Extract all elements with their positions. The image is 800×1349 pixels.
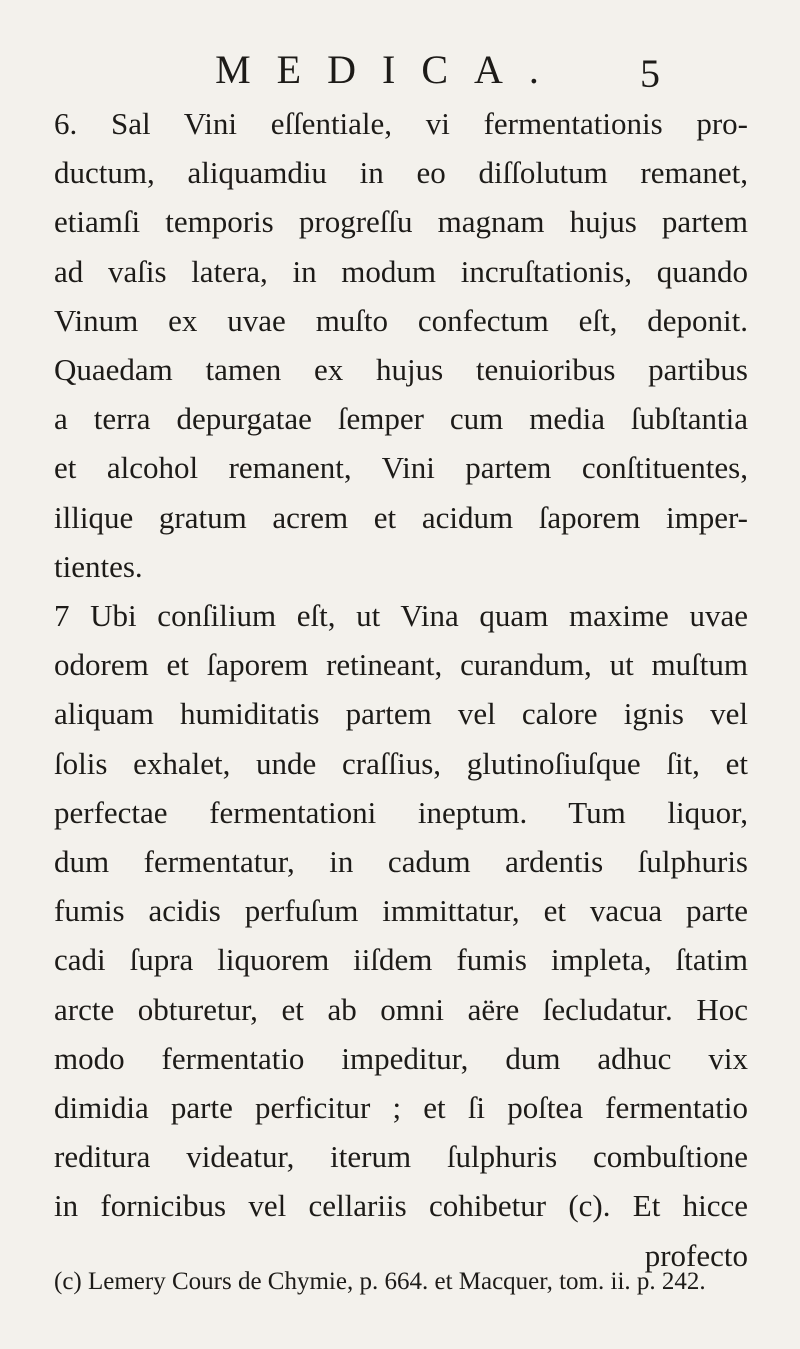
text-line: fumis acidis perfuſum immittatur, et vacua parte xyxy=(54,893,748,929)
footnote: (c) Lemery Cours de Chymie, p. 664. et Macquer, tom. ii. p. 242. xyxy=(54,1268,706,1295)
text-line: modo fermentatio impeditur, dum adhuc vix xyxy=(54,1040,748,1076)
text-line: tientes. xyxy=(54,548,143,584)
text-line: illique gratum acrem et acidum ſaporem imper- xyxy=(54,499,748,535)
text-line: reditura videatur, iterum ſulphuris combuſtione xyxy=(54,1139,748,1175)
text-line: ſolis exhalet, unde craſſius, glutinoſiuſque ſit, et xyxy=(54,745,748,781)
text-line: arcte obturetur, et ab omni aëre ſecludatur. Hoc xyxy=(54,991,748,1027)
text-line: cadi ſupra liquorem iiſdem fumis impleta, ſtatim xyxy=(54,942,748,978)
text-line: 7 Ubi conſilium eſt, ut Vina quam maxime uvae xyxy=(54,598,748,633)
text-line: Vinum ex uvae muſto confectum eſt, deponit. xyxy=(54,302,748,338)
text-line: a terra depurgatae ſemper cum media ſubſtantia xyxy=(54,401,748,437)
text-line: profecto xyxy=(644,1237,748,1273)
text-line: aliquam humiditatis partem vel calore ignis vel xyxy=(54,696,748,732)
text-line: dimidia parte perficitur ; et ſi poſtea fermentatio xyxy=(54,1090,748,1125)
text-line: in fornicibus vel cellariis cohibetur (c). Et hicce xyxy=(54,1188,748,1224)
text-line: 6. Sal Vini eſſentiale, vi fermentationis pro- xyxy=(54,106,748,141)
text-line: etiamſi temporis progreſſu magnam hujus partem xyxy=(54,204,748,240)
text-line: Quaedam tamen ex hujus tenuioribus partibus xyxy=(54,352,748,387)
running-header-title: MEDICA. xyxy=(215,47,565,92)
text-line: odorem et ſaporem retineant, curandum, ut muſtum xyxy=(54,647,748,683)
text-line: ad vaſis latera, in modum incruſtationis, quando xyxy=(54,253,748,289)
text-line: et alcohol remanent, Vini partem conſtituentes, xyxy=(54,450,748,486)
text-line: perfectae fermentationi ineptum. Tum liquor, xyxy=(54,794,748,830)
page-number: 5 xyxy=(640,51,660,96)
text-line: dum fermentatur, in cadum ardentis ſulphuris xyxy=(54,844,748,879)
text-line: ductum, aliquamdiu in eo diſſolutum remanet, xyxy=(54,155,748,191)
